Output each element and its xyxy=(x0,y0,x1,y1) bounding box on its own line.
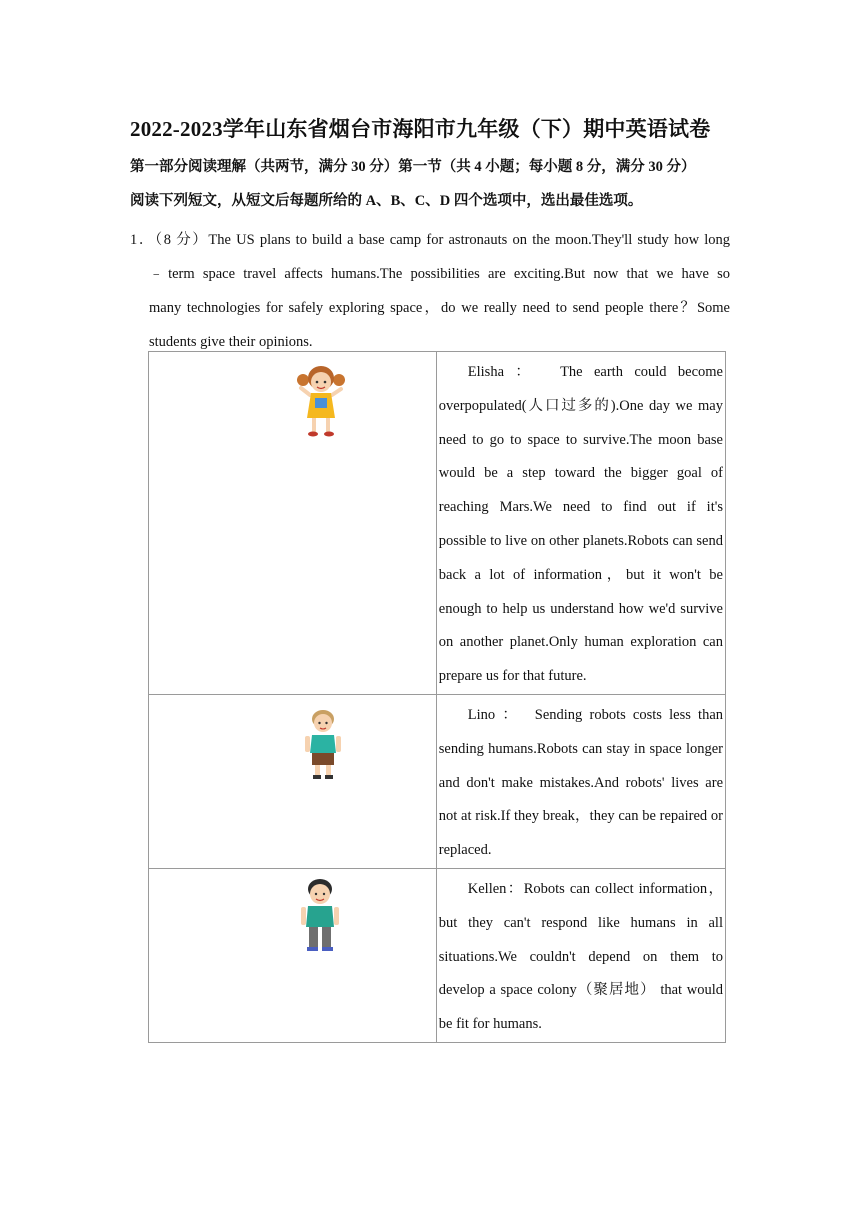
speaker-name: Elisha ： xyxy=(467,364,538,380)
table-row xyxy=(149,868,726,1042)
question-line-2: ﹣term space travel affects humans.The possibilities are exciting.But now that we have so xyxy=(149,266,730,282)
avatar-cell xyxy=(149,352,437,695)
girl-avatar-icon xyxy=(295,362,347,440)
table-row xyxy=(149,352,726,695)
opinion-text-lino: Lino ： Sending robots costs less than sending humans.Robots can stay in space longer and don't make mistakes.And robots' lives are not at risk.If they break，they can be repaired or replaced. xyxy=(438,706,724,859)
question-line-1: 1．（8 分）The US plans to build a base camp for astronauts on the moon.They'll study how long xyxy=(130,232,731,248)
opinion-cell xyxy=(436,868,725,1042)
boy-avatar-icon xyxy=(298,877,342,957)
opinion-cell xyxy=(436,694,725,868)
page-title: 2022-2023学年山东省烟台市海阳市九年级（下）期中英语试卷 xyxy=(130,117,711,141)
avatar-cell xyxy=(149,868,437,1042)
question-line-3: many technologies for safely exploring space，do we really need to send people there？Some xyxy=(149,300,730,316)
question-number: 1． xyxy=(130,232,155,248)
speaker-name: Kellen： xyxy=(467,880,524,897)
section-header: 第一部分阅读理解（共两节，满分 30 分）第一节（共 4 小题；每小题 8 分，满分 30 分） xyxy=(130,159,696,175)
question-line-4: students give their opinions. xyxy=(149,334,313,350)
avatar-cell xyxy=(149,694,437,868)
boy-avatar-icon xyxy=(303,707,343,783)
question-points: （8 分） xyxy=(154,232,209,248)
table-row xyxy=(149,694,726,868)
opinions-table xyxy=(148,351,726,1043)
speaker-name: Lino ： xyxy=(467,706,521,723)
instructions: 阅读下列短文，从短文后每题所给的 A、B、C、D 四个选项中，选出最佳选项。 xyxy=(130,193,643,209)
opinion-cell xyxy=(436,352,725,695)
opinion-text-kellen: Kellen：Robots can collect information，but they can't respond like humans in all situations.We couldn't depend on them to develop a space colony（聚居地） that would be fit for humans. xyxy=(438,880,723,1033)
opinion-text-elisha: Elisha ： The earth could become overpopulated(人口过多的).One day we may need to go to space to survive.The moon base would be a step toward the bigger goal of reaching Mars.We need to find out if it's possible to live on other planets.Robots can send back a lot of information，but it won't be enough to help us understand how we'd survive on another planet.Only human exploration can prepare us for that future. xyxy=(438,364,723,685)
